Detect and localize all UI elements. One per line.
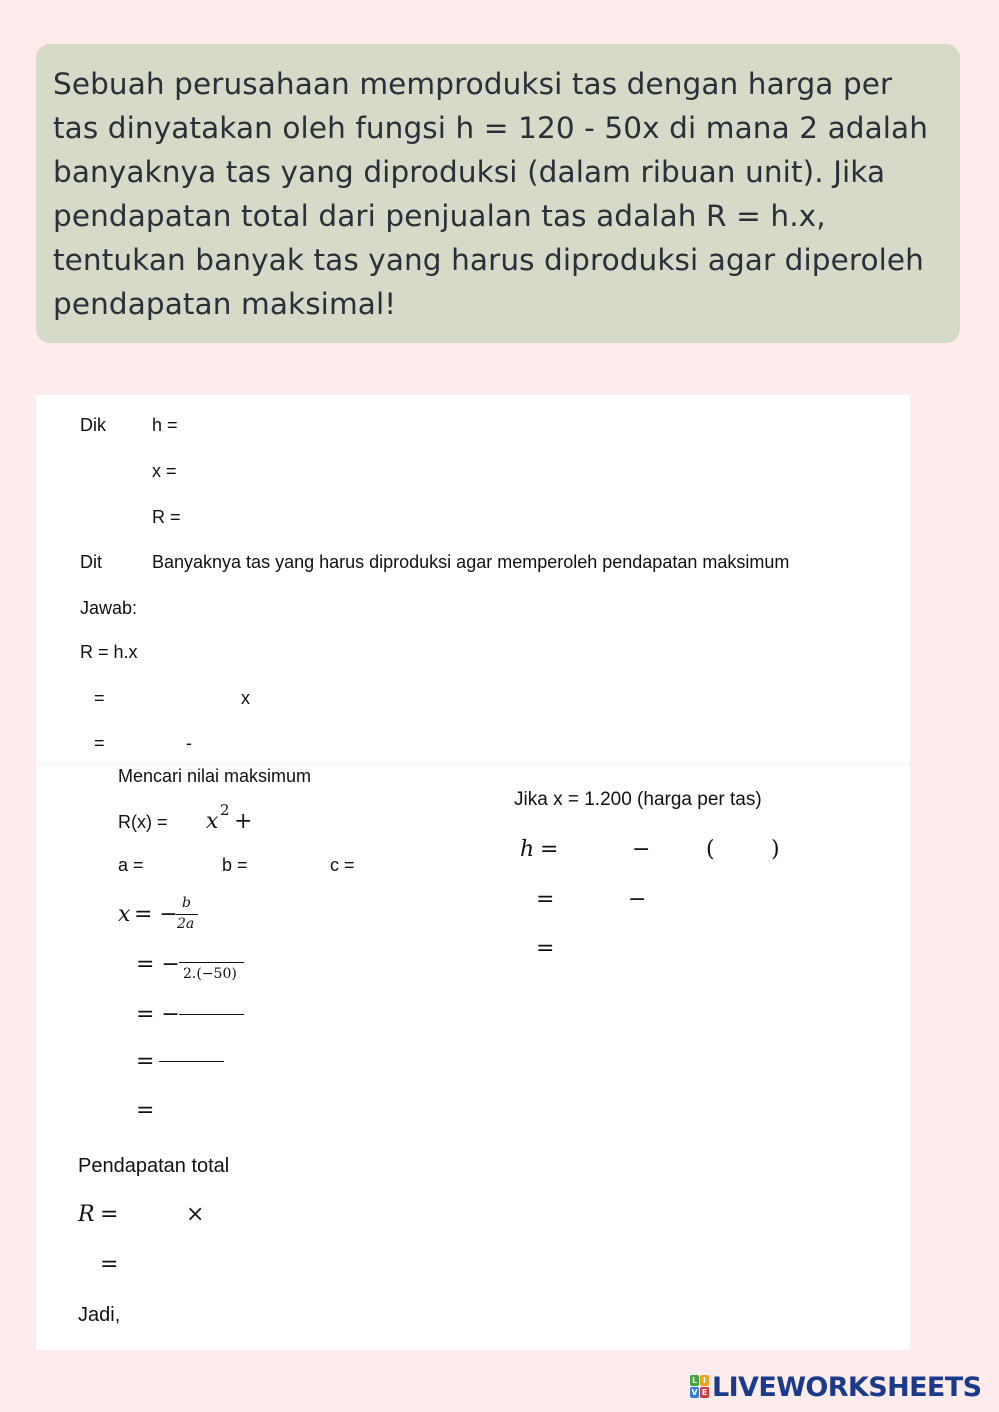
rx-plus: + [234, 809, 253, 834]
h-var: h [520, 837, 535, 862]
dit-label: Dit [80, 552, 102, 572]
answer-worksheet [36, 395, 910, 1350]
eq2: = [94, 733, 105, 753]
eq1-x: x [241, 688, 250, 708]
vertex-eq: = − [134, 902, 178, 927]
step1-fraction-bar [179, 962, 244, 963]
r-formula: R = h.x [80, 642, 138, 662]
b-label: b = [222, 855, 248, 875]
dik-x: x = [152, 461, 177, 481]
step2-fraction-bar [179, 1014, 244, 1015]
question-card [36, 44, 960, 343]
step3-fraction-bar [159, 1061, 224, 1062]
rx-x: x [206, 809, 219, 834]
h-eq: = [540, 837, 559, 862]
a-label: a = [118, 855, 144, 875]
h2-minus: − [628, 887, 647, 912]
dik-r: R = [152, 507, 181, 527]
dik-label: Dik [80, 415, 106, 435]
eq1: = [94, 688, 105, 708]
rx-label: R(x) = [118, 812, 168, 832]
vertex-numerator: b [182, 895, 191, 911]
h-left-paren: ( [706, 837, 715, 862]
jawab-label: Jawab: [80, 598, 138, 618]
r-eq: = [100, 1202, 119, 1227]
h-right-paren: ) [771, 837, 780, 862]
liveworksheets-icon: L I V E [691, 1376, 708, 1397]
jadi-label: Jadi, [78, 1304, 121, 1326]
step2-eq: = − [136, 1002, 180, 1027]
rx-exponent: 2 [220, 801, 230, 819]
eq2-minus: - [186, 733, 192, 753]
vertex-denominator: 2a [177, 916, 195, 932]
vertex-fraction-bar [176, 914, 198, 915]
r-times: × [186, 1202, 205, 1227]
pendapatan-title: Pendapatan total [78, 1155, 230, 1177]
dit-text: Banyaknya tas yang harus diproduksi agar memperoleh pendapatan maksimum [152, 552, 790, 572]
jika-text: Jika x = 1.200 (harga per tas) [514, 789, 762, 810]
step1-denominator: 2.(−50) [183, 966, 237, 982]
step4-eq: = [136, 1098, 155, 1123]
section-divider [36, 764, 910, 765]
step3-eq: = [136, 1049, 155, 1074]
h2-eq: = [536, 887, 555, 912]
h-minus: − [632, 837, 651, 862]
r-var: R [78, 1202, 95, 1227]
dik-h: h = [152, 415, 178, 435]
question-text: Sebuah perusahaan memproduksi tas dengan harga per tas dinyatakan oleh fungsi h = 120 - 50x di mana 2 adalah banyaknya tas yang diproduksi (dalam ribuan unit). Jika pendapatan total dari penjualan tas adalah R = h.x, tentukan banyak tas yang harus diproduksi agar diperoleh pendapatan maksimal! [53, 67, 929, 321]
h3-eq: = [536, 936, 555, 961]
max-title: Mencari nilai maksimum [118, 766, 312, 786]
vertex-x: x [118, 902, 131, 927]
c-label: c = [330, 855, 355, 875]
r2-eq: = [100, 1252, 119, 1277]
step1-eq: = − [136, 952, 180, 977]
liveworksheets-logo [690, 1372, 981, 1402]
liveworksheets-wordmark: LIVEWORKSHEETS [712, 1371, 982, 1403]
